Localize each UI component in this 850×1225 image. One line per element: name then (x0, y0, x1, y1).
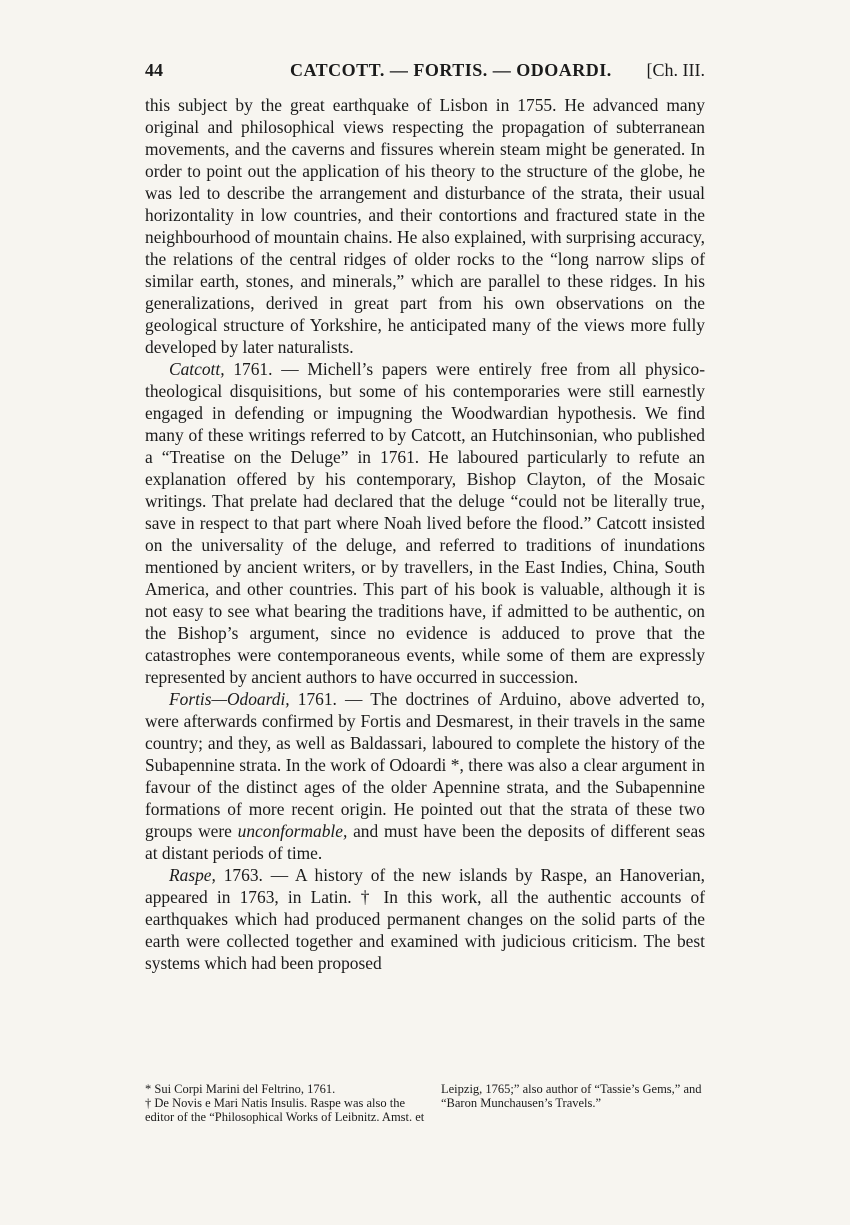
paragraph-3-text-a: 1761. — The doctrines of Arduino, above adverted to, were afterwards confirmed by Fortis and Desmarest, in their travels in the same country; and they, as well as Baldassari, laboured to complete the history of the Subapennine strata. In the work of Odoardi *, there was also a clear argument in favour of the distinct ages of the older Apennine strata, and the Subapennine formations of more recent origin. He pointed out that the strata of these two groups were (145, 689, 705, 841)
paragraph-3 (145, 688, 705, 864)
running-title: CATCOTT. — FORTIS. — ODOARDI. (290, 60, 612, 80)
paragraph-4-text: 1763. — A history of the new islands by Raspe, an Hanoverian, appeared in 1763, in Latin. † In this work, all the authentic accounts of earthquakes which had produced permanent changes on the solid parts of the earth were collected together and examined with judicious criticism. The best systems which had been proposed (145, 865, 705, 973)
paragraph-2-lead: Catcott, (169, 359, 225, 379)
page-number: 44 (145, 60, 163, 80)
running-header (145, 60, 705, 86)
paragraph-2 (145, 358, 705, 688)
paragraph-3-lead: Fortis—Odoardi, (169, 689, 290, 709)
footnote-2: † De Novis e Mari Natis Insulis. Raspe was also the editor of the “Philosophical Works of Leibnitz. Amst. et (145, 1096, 425, 1124)
footnotes (145, 1082, 705, 1172)
paragraph-2-text: 1761. — Michell’s papers were entirely free from all physico-theological disquisitions, but some of his contemporaries were still earnestly engaged in defending or impugning the Woodwardian hypothesis. We find many of these writings referred to by Catcott, an Hutchinsonian, who published a “Treatise on the Deluge” in 1761. He laboured particularly to refute an explanation offered by his contemporary, Bishop Clayton, of the Mosaic writings. That prelate had declared that the deluge “could not be literally true, save in respect to that part where Noah lived before the flood.” Catcott insisted on the universality of the deluge, and referred to traditions of inundations mentioned by ancient writers, or by travellers, in the East Indies, China, South America, and other countries. This part of his book is valuable, although it is not easy to see what bearing the traditions have, if admitted to be authentic, on the Bishop’s argument, since no evidence is adduced to prove that the catastrophes were contemporaneous events, while some of them are expressly represented by ancient authors to have occurred in succession. (145, 359, 705, 687)
paragraph-3-text-b: and must have been the deposits of different seas at distant periods of time. (145, 821, 705, 863)
footnotes-left-column (145, 1082, 435, 1124)
body-text (145, 94, 705, 974)
footnotes-right-column (441, 1082, 705, 1110)
chapter-label: [Ch. III. (646, 60, 705, 80)
paragraph-1: this subject by the great earthquake of Lisbon in 1755. He advanced many original and philosophical views respecting the propagation of subterranean movements, and the caverns and fissures wherein steam might be generated. In order to point out the application of his theory to the structure of the globe, he was led to describe the arrangement and disturbance of the strata, their usual horizontality in low countries, and their contortions and fractured state in the neighbourhood of mountain chains. He also explained, with surprising accuracy, the relations of the central ridges of older rocks to the “long narrow slips of similar earth, stones, and minerals,” which are parallel to these ridges. In his generalizations, derived in great part from his own observations on the geological structure of Yorkshire, he anticipated many of the views more fully developed by later naturalists. (145, 95, 705, 357)
footnote-2-continued: Leipzig, 1765;” also author of “Tassie’s Gems,” and “Baron Munchausen’s Travels.” (441, 1082, 702, 1110)
paragraph-4 (145, 864, 705, 974)
footnote-1: * Sui Corpi Marini del Feltrino, 1761. (145, 1082, 336, 1096)
paragraph-4-lead: Raspe, (169, 865, 216, 885)
paragraph-3-emphasis: unconformable, (237, 821, 348, 841)
